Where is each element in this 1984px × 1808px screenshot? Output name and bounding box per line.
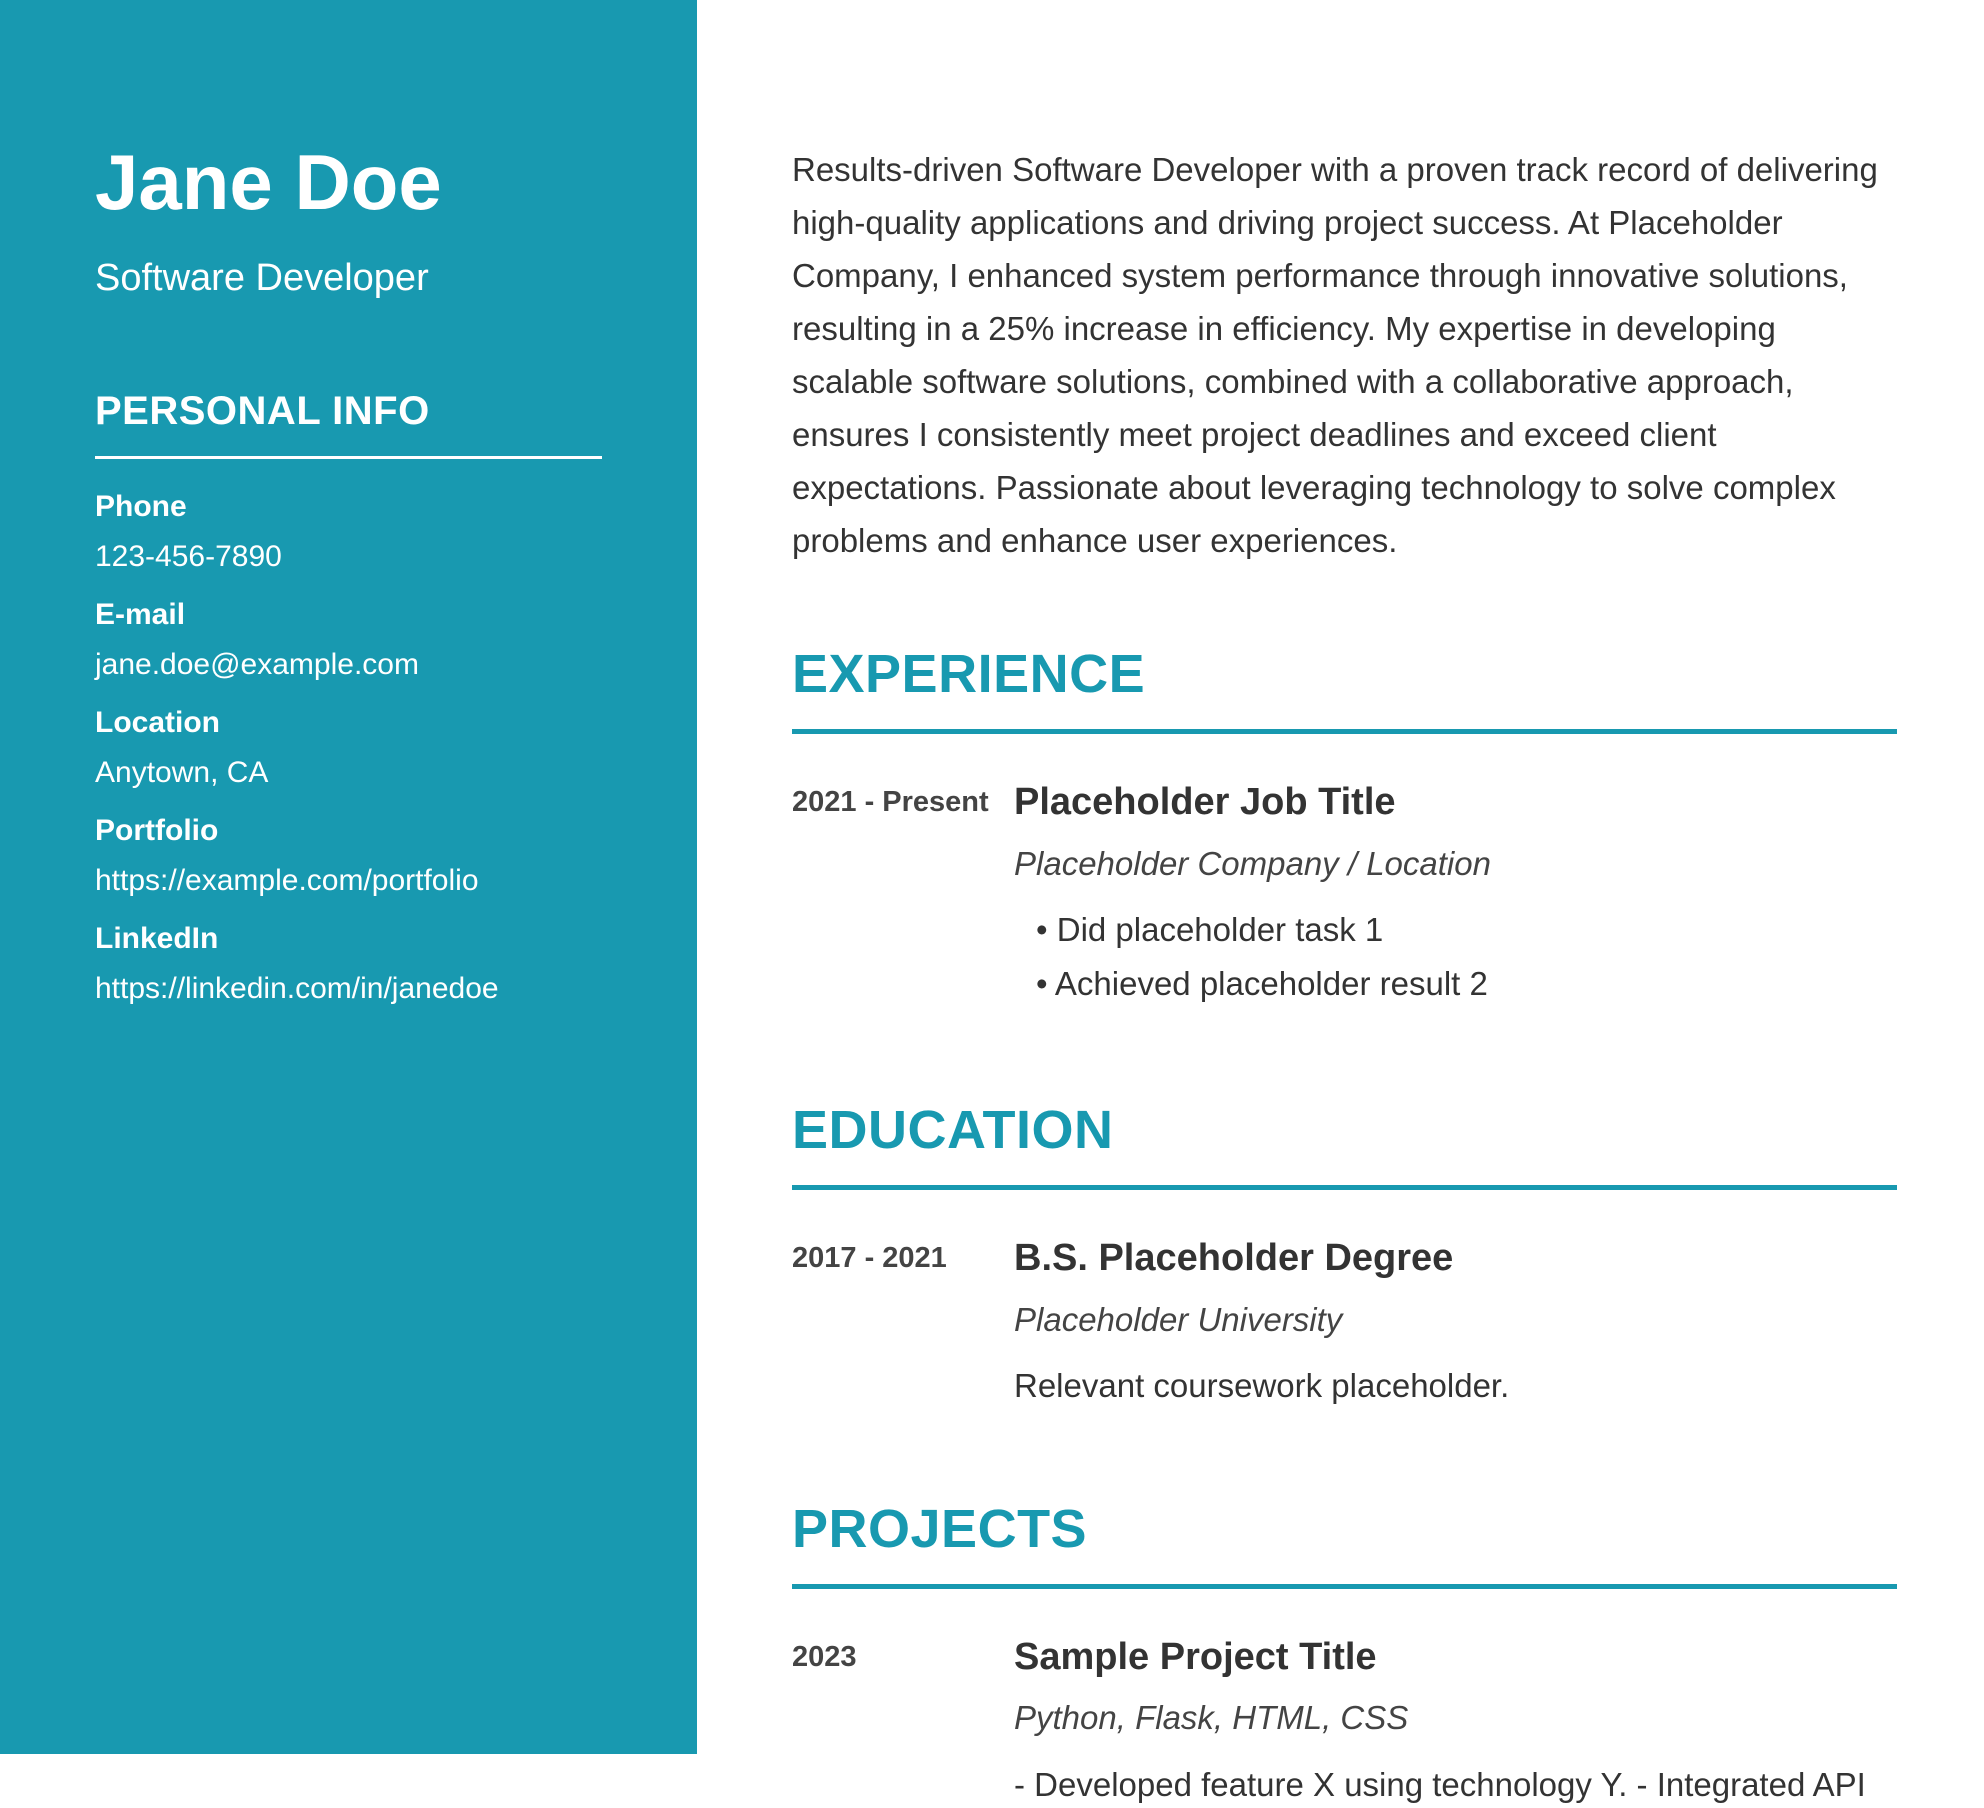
experience-entry — [792, 780, 1984, 1011]
personal-info-heading: PERSONAL INFO — [95, 389, 602, 459]
project-title: Sample Project Title — [1014, 1635, 1377, 1678]
email-value: jane.doe@example.com — [95, 648, 419, 682]
education-heading: EDUCATION — [792, 1099, 1897, 1190]
university-name: Placeholder University — [1014, 1300, 1343, 1338]
main-content — [697, 0, 1984, 1803]
education-entry — [792, 1236, 1984, 1409]
sidebar — [0, 0, 697, 1754]
phone-value: 123-456-7890 — [95, 540, 282, 574]
company-location: Placeholder Company / Location — [1014, 844, 1491, 882]
job-title: Placeholder Job Title — [1014, 781, 1396, 823]
project-entry — [792, 1635, 1984, 1808]
education-section — [792, 1099, 1984, 1409]
education-date: 2017 - 2021 — [792, 1242, 947, 1275]
coursework-description: Relevant coursework placeholder. — [1014, 1367, 1510, 1405]
projects-section — [792, 1498, 1984, 1808]
portfolio-label: Portfolio — [95, 814, 219, 848]
project-date: 2023 — [792, 1640, 857, 1673]
education-details — [1014, 1236, 1984, 1409]
experience-heading: EXPERIENCE — [792, 643, 1897, 734]
experience-bullet: • Achieved placeholder result 2 — [1036, 957, 1984, 1011]
degree-title: B.S. Placeholder Degree — [1014, 1237, 1454, 1280]
experience-bullets — [1014, 903, 1984, 1011]
personal-info-list — [95, 489, 602, 1007]
location-label: Location — [95, 706, 220, 740]
project-details — [1014, 1635, 1984, 1808]
candidate-role: Software Developer — [95, 256, 429, 299]
linkedin-link[interactable]: https://linkedin.com/in/janedoe — [95, 972, 499, 1006]
project-tech-stack: Python, Flask, HTML, CSS — [1014, 1699, 1409, 1737]
experience-date: 2021 - Present — [792, 786, 989, 818]
candidate-name: Jane Doe — [95, 138, 442, 226]
portfolio-link[interactable]: https://example.com/portfolio — [95, 864, 479, 898]
location-value: Anytown, CA — [95, 756, 269, 790]
experience-bullet: • Did placeholder task 1 — [1036, 903, 1984, 957]
linkedin-label: LinkedIn — [95, 922, 219, 956]
profile-summary: Results-driven Software Developer with a proven track record of delivering high-quality applications and driving project success. At Placeholder Company, I enhanced system performance through innovative solutions, resulting in a 25% increase in efficiency. My expertise in developing scalable software solutions, combined with a collaborative approach, ensures I consistently meet project deadlines and exceed client expectations. Passionate about leveraging technology to solve complex problems and enhance user experiences. — [792, 151, 1878, 559]
phone-label: Phone — [95, 490, 187, 524]
email-label: E-mail — [95, 598, 186, 632]
experience-section — [792, 643, 1984, 1011]
projects-heading: PROJECTS — [792, 1498, 1897, 1589]
project-description: - Developed feature X using technology Y. - Integrated API — [1014, 1765, 1866, 1803]
experience-details — [1014, 780, 1984, 1011]
